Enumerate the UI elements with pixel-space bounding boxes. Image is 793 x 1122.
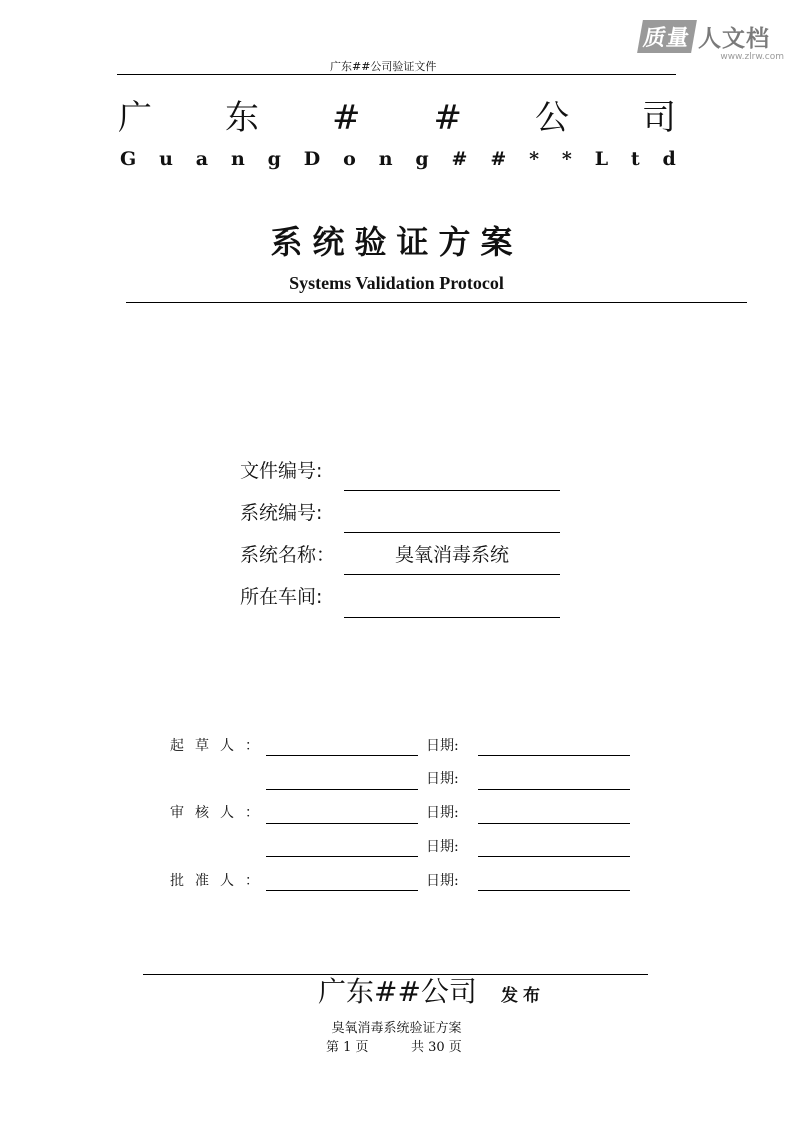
company-en-char: * <box>529 148 540 170</box>
footer-page-total: 共 30 页 <box>411 1040 462 1055</box>
drafter2-signature-line[interactable] <box>266 789 418 790</box>
drafter-signature-line[interactable] <box>266 755 418 756</box>
watermark-url: www.zlrw.com <box>720 52 784 62</box>
company-cn-char: 广 <box>118 98 152 138</box>
company-en-char: n <box>230 148 245 170</box>
company-cn-char: 东 <box>225 98 259 138</box>
company-cn-char: # <box>433 98 462 138</box>
company-en-char: D <box>303 148 321 170</box>
document-title-cn: 系统验证方案 <box>270 223 523 261</box>
company-en-char: d <box>662 148 676 170</box>
company-en-char: # <box>490 148 507 170</box>
system-name-label: 系统名称： <box>240 544 336 566</box>
company-name-cn <box>118 98 676 138</box>
publisher-company: 广东##公司 <box>318 975 477 1008</box>
company-en-char: g <box>415 148 429 170</box>
company-en-char: L <box>594 148 609 170</box>
reviewer-date-label: 日期: <box>426 805 459 821</box>
drafter2-date-label: 日期: <box>426 771 459 787</box>
company-en-char: * <box>561 148 572 170</box>
approver-label: 批准人： <box>170 873 270 889</box>
company-en-char: t <box>630 148 640 170</box>
reviewer2-signature-line[interactable] <box>266 856 418 857</box>
doc-number-line <box>344 490 560 491</box>
company-cn-char: # <box>332 98 361 138</box>
system-name-value[interactable]: 臭氧消毒系统 <box>394 544 509 566</box>
system-number-label: 系统编号: <box>240 502 323 524</box>
company-cn-char: 司 <box>642 98 676 138</box>
watermark-badge: 质量 <box>637 20 697 53</box>
reviewer2-date-label: 日期: <box>426 839 459 855</box>
drafter-label: 起草人： <box>170 738 270 754</box>
doc-number-label: 文件编号: <box>240 460 323 482</box>
footer-doc-name: 臭氧消毒系统验证方案 <box>331 1021 462 1036</box>
approver-date-line[interactable] <box>478 890 630 891</box>
reviewer-label: 审核人： <box>170 805 270 821</box>
workshop-line <box>344 617 560 618</box>
approver-date-label: 日期: <box>426 873 459 889</box>
page-header: 广东##公司验证文件 <box>330 60 437 73</box>
company-en-char: u <box>159 148 173 170</box>
watermark-logo <box>640 20 788 66</box>
title-divider <box>126 302 747 303</box>
header-divider <box>117 74 676 75</box>
reviewer-date-line[interactable] <box>478 823 630 824</box>
company-name-en <box>120 147 676 171</box>
reviewer-signature-line[interactable] <box>266 823 418 824</box>
company-en-char: a <box>195 148 209 170</box>
drafter-date-label: 日期: <box>426 738 459 754</box>
watermark-text: 人文档 <box>698 26 771 52</box>
drafter-date-line[interactable] <box>478 755 630 756</box>
approver-signature-line[interactable] <box>266 890 418 891</box>
company-en-char: G <box>120 148 137 170</box>
publish-label: 发布 <box>501 986 545 1006</box>
company-en-char: # <box>451 148 468 170</box>
company-en-char: o <box>343 148 356 170</box>
drafter2-date-line[interactable] <box>478 789 630 790</box>
reviewer2-date-line[interactable] <box>478 856 630 857</box>
workshop-label: 所在车间: <box>240 586 323 608</box>
company-cn-char: 公 <box>535 98 569 138</box>
footer-page-current: 第 1 页 <box>326 1040 369 1055</box>
system-number-line <box>344 532 560 533</box>
company-en-char: g <box>267 148 281 170</box>
company-en-char: n <box>378 148 393 170</box>
system-name-line <box>344 574 560 575</box>
document-title-en: Systems Validation Protocol <box>289 273 504 293</box>
